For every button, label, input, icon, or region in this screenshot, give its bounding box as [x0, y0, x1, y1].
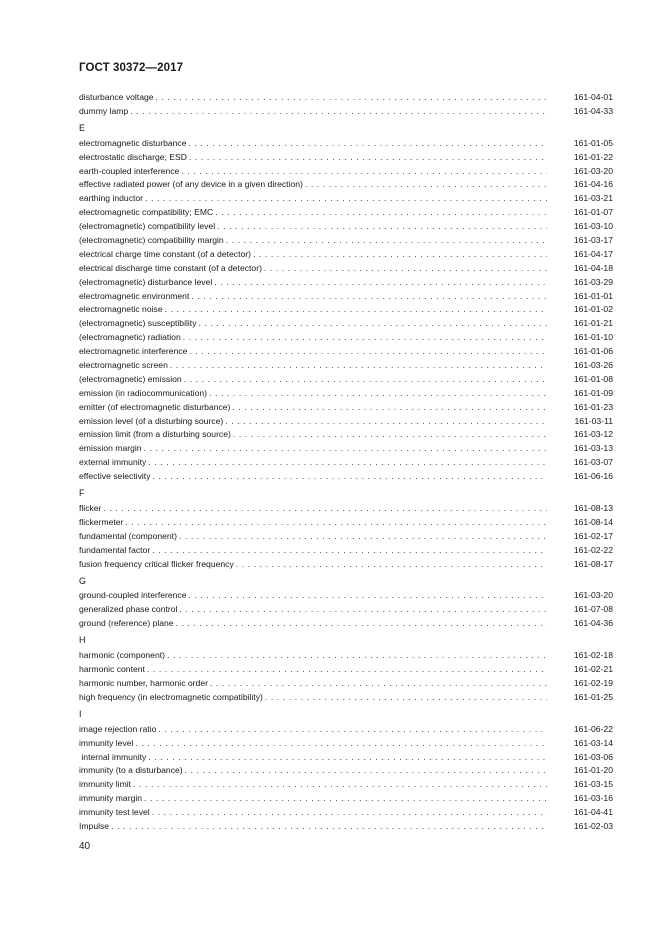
entry-term: immunity margin [79, 792, 144, 806]
index-entry [79, 544, 613, 558]
index-entry [79, 387, 613, 401]
entry-code: 161-03-29 [547, 276, 613, 290]
index-entry [79, 617, 613, 631]
entry-code: 161-03-14 [547, 737, 613, 751]
dot-leader [147, 663, 547, 677]
dot-leader [179, 603, 547, 617]
entry-code: 161-02-21 [547, 663, 613, 677]
entry-term: ground (reference) plane [79, 617, 176, 631]
index-entry [79, 290, 613, 304]
dot-leader [170, 359, 547, 373]
index-entry [79, 792, 613, 806]
entry-code: 161-01-07 [547, 206, 613, 220]
dot-leader [199, 317, 548, 331]
entry-term: electrical charge time constant (of a detector) [79, 248, 253, 262]
entry-code: 161-01-08 [547, 373, 613, 387]
dot-leader [253, 248, 547, 262]
dot-leader [103, 502, 547, 516]
entry-term: dummy lamp [79, 105, 130, 119]
entry-term: (electromagnetic) compatibility margin [79, 234, 226, 248]
entry-term: Impulse [79, 820, 111, 834]
entry-code: 161-01-05 [547, 137, 613, 151]
dot-leader [152, 544, 547, 558]
section-letter: E [79, 122, 86, 133]
dot-leader [184, 373, 547, 387]
dot-leader [130, 105, 547, 119]
index-entry [79, 820, 613, 834]
index-entry [79, 691, 613, 705]
index-entry [79, 91, 613, 105]
dot-leader [189, 151, 547, 165]
entry-code: 161-07-08 [547, 603, 613, 617]
entry-code: 161-03-26 [547, 359, 613, 373]
entry-term: electromagnetic disturbance [79, 137, 188, 151]
entry-code: 161-08-17 [547, 558, 613, 572]
dot-leader [144, 792, 547, 806]
entry-code: 161-02-19 [547, 677, 613, 691]
entry-code: 161-03-15 [547, 778, 613, 792]
entry-code: 161-04-33 [547, 105, 613, 119]
section-letter: H [79, 635, 86, 646]
dot-leader [232, 401, 547, 415]
entry-code: 161-03-13 [547, 442, 613, 456]
entry-code: 161-03-07 [547, 456, 613, 470]
dot-leader [148, 456, 547, 470]
dot-leader [226, 234, 547, 248]
entry-code: 161-01-10 [547, 331, 613, 345]
dot-leader [210, 677, 547, 691]
entry-code: 161-03-17 [547, 234, 613, 248]
dot-leader [185, 764, 547, 778]
index-entry [79, 764, 613, 778]
dot-leader [188, 137, 547, 151]
dot-leader [167, 649, 547, 663]
dot-leader [183, 331, 547, 345]
entry-code: 161-06-22 [547, 723, 613, 737]
index-entry [79, 470, 613, 484]
index-entry [79, 456, 613, 470]
dot-leader [111, 820, 547, 834]
entry-code: 161-01-22 [547, 151, 613, 165]
entry-code: 161-01-09 [547, 387, 613, 401]
index-entry [79, 806, 613, 820]
entry-term: emission limit (from a disturbing source) [79, 428, 233, 442]
entry-term: (electromagnetic) compatibility level [79, 220, 217, 234]
entry-term: effective selectivity [79, 470, 153, 484]
index-entry [79, 178, 613, 192]
section-letter: I [79, 708, 82, 719]
entry-term: flickermeter [79, 516, 125, 530]
entry-term: electrical discharge time constant (of a detector) [79, 262, 264, 276]
entry-code: 161-03-20 [547, 590, 613, 604]
entry-term: ground-coupled interference [79, 590, 189, 604]
entry-term: electromagnetic noise [79, 303, 165, 317]
entry-code: 161-04-36 [547, 617, 613, 631]
entry-term: high frequency (in electromagnetic compatibility) [79, 691, 265, 705]
index-entry [79, 276, 613, 290]
index-entry [79, 428, 613, 442]
entry-code: 161-04-41 [547, 806, 613, 820]
dot-leader [305, 178, 547, 192]
dot-leader [236, 558, 547, 572]
entry-code: 161-01-23 [547, 401, 613, 415]
dot-leader [225, 415, 547, 429]
entry-term: (electromagnetic) disturbance level [79, 276, 214, 290]
dot-leader [209, 387, 547, 401]
entry-code: 161-08-13 [547, 502, 613, 516]
index-entry [79, 345, 613, 359]
dot-leader [179, 530, 547, 544]
entry-code: 161-01-25 [547, 691, 613, 705]
entry-term: electromagnetic environment [79, 290, 191, 304]
entry-code: 161-01-01 [547, 290, 613, 304]
index-entry [79, 778, 613, 792]
index-entry [79, 723, 613, 737]
entry-term: (electromagnetic) emission [79, 373, 184, 387]
index-entry [79, 165, 613, 179]
entry-term: immunity limit [79, 778, 133, 792]
dot-leader [189, 590, 548, 604]
entry-term: external immunity [79, 456, 148, 470]
dot-leader [135, 737, 547, 751]
index-entry [79, 516, 613, 530]
dot-leader [145, 192, 547, 206]
entry-code: 161-02-18 [547, 649, 613, 663]
entry-term: immunity (to a disturbance) [79, 764, 185, 778]
index-entry [79, 262, 613, 276]
entry-term: immunity test level [79, 806, 152, 820]
index-entry [79, 220, 613, 234]
index-entry [79, 331, 613, 345]
entry-term: fundamental (component) [79, 530, 179, 544]
dot-leader [125, 516, 547, 530]
entry-term: disturbance voltage [79, 91, 156, 105]
entry-term: (electromagnetic) susceptibility [79, 317, 199, 331]
index-entry [79, 317, 613, 331]
dot-leader [133, 778, 547, 792]
index-entry [79, 590, 613, 604]
entry-code: 161-06-16 [547, 470, 613, 484]
dot-leader [158, 723, 547, 737]
index-entry [79, 603, 613, 617]
entry-code: 161-03-12 [547, 428, 613, 442]
index-entry [79, 151, 613, 165]
index-entry [79, 137, 613, 151]
dot-leader [181, 165, 547, 179]
dot-leader [156, 91, 547, 105]
index-entry [79, 737, 613, 751]
entry-term: harmonic (component) [79, 649, 167, 663]
entry-code: 161-03-06 [547, 751, 613, 765]
entry-code: 161-04-16 [547, 178, 613, 192]
entry-code: 161-03-20 [547, 165, 613, 179]
dot-leader [189, 345, 547, 359]
entry-term: emission margin [79, 442, 144, 456]
index-entry [79, 649, 613, 663]
index-entry [79, 415, 613, 429]
document-header: ГОСТ 30372—2017 [79, 62, 184, 74]
entry-term: effective radiated power (of any device in a given direction) [79, 178, 305, 192]
index-entry [79, 677, 613, 691]
dot-leader [264, 262, 547, 276]
index-entry [79, 359, 613, 373]
entry-term: generalized phase control [79, 603, 179, 617]
index-entry [79, 751, 613, 765]
index-entry [79, 442, 613, 456]
index-entry [79, 502, 613, 516]
entry-code: 161-08-14 [547, 516, 613, 530]
entry-code: 161-03-11 [547, 415, 613, 429]
page-number: 40 [79, 841, 91, 852]
dot-leader [165, 303, 547, 317]
entry-code: 161-04-01 [547, 91, 613, 105]
section-letter: F [79, 488, 85, 499]
index-entry [79, 401, 613, 415]
index-entry [79, 105, 613, 119]
entry-code: 161-01-02 [547, 303, 613, 317]
entry-term: electromagnetic compatibility; EMC [79, 206, 215, 220]
dot-leader [144, 442, 547, 456]
term-index [79, 91, 613, 834]
entry-code: 161-03-16 [547, 792, 613, 806]
dot-leader [191, 290, 547, 304]
entry-term: emitter (of electromagnetic disturbance) [79, 401, 232, 415]
entry-term: earthing inductor [79, 192, 145, 206]
entry-term: immunity level [79, 737, 135, 751]
entry-term: flicker [79, 502, 103, 516]
entry-code: 161-02-17 [547, 530, 613, 544]
entry-term: emission level (of a disturbing source) [79, 415, 225, 429]
entry-term: earth-coupled interference [79, 165, 181, 179]
index-entry [79, 373, 613, 387]
entry-code: 161-02-22 [547, 544, 613, 558]
entry-code: 161-01-06 [547, 345, 613, 359]
entry-code: 161-03-10 [547, 220, 613, 234]
entry-term: internal immunity [79, 751, 148, 765]
entry-code: 161-04-17 [547, 248, 613, 262]
entry-code: 161-04-18 [547, 262, 613, 276]
entry-code: 161-01-21 [547, 317, 613, 331]
entry-term: fusion frequency critical flicker frequency [79, 558, 236, 572]
index-entry [79, 530, 613, 544]
entry-code: 161-02-03 [547, 820, 613, 834]
dot-leader [214, 276, 547, 290]
entry-term: electromagnetic screen [79, 359, 170, 373]
dot-leader [152, 806, 547, 820]
entry-code: 161-03-21 [547, 192, 613, 206]
entry-term: fundamental factor [79, 544, 152, 558]
index-entry [79, 558, 613, 572]
dot-leader [153, 470, 548, 484]
dot-leader [233, 428, 547, 442]
entry-term: harmonic content [79, 663, 147, 677]
entry-term: emission (in radiocommunication) [79, 387, 209, 401]
index-entry [79, 663, 613, 677]
entry-term: electrostatic discharge; ESD [79, 151, 189, 165]
dot-leader [215, 206, 547, 220]
section-letter: G [79, 575, 87, 586]
index-entry [79, 303, 613, 317]
dot-leader [148, 751, 547, 765]
index-entry [79, 248, 613, 262]
entry-term: harmonic number, harmonic order [79, 677, 210, 691]
index-entry [79, 234, 613, 248]
dot-leader [217, 220, 547, 234]
dot-leader [176, 617, 547, 631]
dot-leader [265, 691, 547, 705]
index-entry [79, 192, 613, 206]
entry-term: (electromagnetic) radiation [79, 331, 183, 345]
entry-code: 161-01-20 [547, 764, 613, 778]
index-entry [79, 206, 613, 220]
entry-term: electromagnetic interference [79, 345, 189, 359]
entry-term: image rejection ratio [79, 723, 158, 737]
